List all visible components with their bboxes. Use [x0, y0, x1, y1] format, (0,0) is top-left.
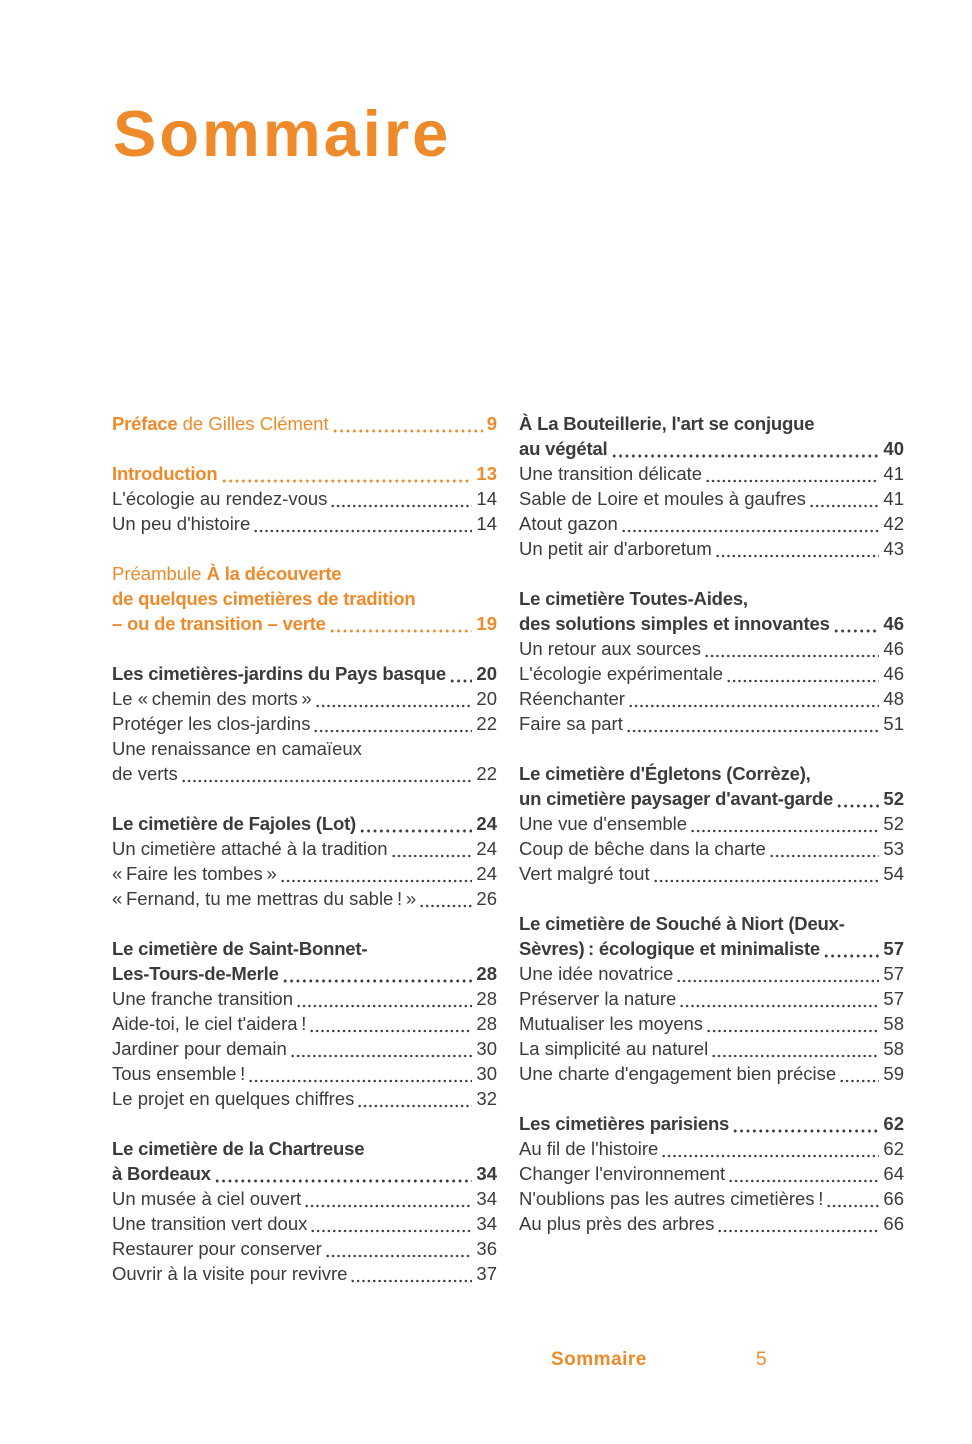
dots-leader-icon: [350, 1279, 472, 1283]
toc-page-number: 46: [883, 638, 904, 659]
dots-leader-icon: [809, 504, 879, 508]
toc-page-number: 34: [476, 1188, 497, 1209]
toc-entry-text: Un peu d'histoire: [112, 513, 251, 534]
toc-group: [112, 1136, 497, 1286]
toc-entry-text: de quelques cimetières de tradition: [112, 588, 416, 609]
dots-leader-icon: [728, 1179, 879, 1183]
dots-leader-icon: [706, 1029, 879, 1033]
toc-entry: [519, 486, 904, 511]
dots-leader-icon: [628, 704, 879, 708]
toc-entry-text: Sèvres) : écologique et minimaliste: [519, 938, 821, 959]
toc-entry-line: [519, 586, 904, 611]
toc-entry: [112, 686, 497, 711]
toc-entry: [112, 511, 497, 536]
toc-entry: [112, 886, 497, 911]
toc-entry-text: Le cimetière de Souché à Niort (Deux-: [519, 913, 845, 934]
toc-entry-line: [112, 1011, 497, 1036]
toc-entry: [519, 1011, 904, 1036]
toc-page-number: 24: [476, 813, 497, 834]
toc-entry-text: Préserver la nature: [519, 988, 677, 1009]
toc-entry-text: de verts: [112, 763, 178, 784]
dots-leader-icon: [325, 1254, 473, 1258]
toc-columns: [112, 411, 904, 1311]
toc-entry-text: Un cimetière attaché à la tradition: [112, 838, 388, 859]
toc-entry-line: [112, 686, 497, 711]
toc-page-number: 46: [883, 613, 904, 634]
dots-leader-icon: [715, 554, 880, 558]
toc-entry-text: Un musée à ciel ouvert: [112, 1188, 302, 1209]
toc-entry-text: Une transition délicate: [519, 463, 703, 484]
toc-entry-text: L'écologie expérimentale: [519, 663, 724, 684]
toc-page-number: 9: [486, 413, 497, 434]
dots-leader-icon: [310, 1229, 472, 1233]
dots-leader-icon: [726, 679, 879, 683]
toc-entry-text: Tous ensemble !: [112, 1063, 246, 1084]
toc-entry: [519, 686, 904, 711]
toc-entry-line: [112, 486, 497, 511]
toc-entry-line: [519, 1111, 904, 1136]
toc-page-number: 28: [476, 1013, 497, 1034]
toc-page-number: 20: [476, 688, 497, 709]
toc-entry-line: [519, 536, 904, 561]
toc-page-number: 40: [883, 438, 904, 459]
toc-entry-line: [519, 636, 904, 661]
toc-entry-text: Ouvrir à la visite pour revivre: [112, 1263, 348, 1284]
toc-entry: [519, 536, 904, 561]
toc-entry: [112, 861, 497, 886]
toc-entry-line: [112, 886, 497, 911]
dots-leader-icon: [332, 429, 483, 433]
dots-leader-icon: [181, 779, 473, 783]
toc-column: [112, 411, 497, 1311]
toc-entry: [519, 1061, 904, 1086]
toc-page-number: 53: [883, 838, 904, 859]
dots-leader-icon: [679, 1004, 879, 1008]
toc-page-number: 24: [476, 863, 497, 884]
toc-column: [519, 411, 904, 1311]
toc-page-number: 62: [883, 1113, 904, 1134]
toc-entry-line: [519, 461, 904, 486]
dots-leader-icon: [282, 979, 473, 983]
toc-entry-text: Les cimetières parisiens: [519, 1113, 730, 1134]
toc-entry-text: À La Bouteillerie, l'art se conjugue: [519, 413, 815, 434]
toc-entry-line: [519, 1036, 904, 1061]
toc-entry: [519, 411, 904, 461]
toc-entry-text: Une vue d'ensemble: [519, 813, 688, 834]
dots-leader-icon: [717, 1229, 879, 1233]
dots-leader-icon: [676, 979, 879, 983]
toc-page-number: 22: [476, 713, 497, 734]
dots-leader-icon: [214, 1179, 473, 1183]
dots-leader-icon: [296, 1004, 472, 1008]
toc-entry-line: [112, 861, 497, 886]
footer-page-number: 5: [756, 1349, 767, 1370]
toc-entry-text: Une charte d'engagement bien précise: [519, 1063, 837, 1084]
dots-leader-icon: [449, 679, 472, 683]
toc-entry-text: « Faire les tombes »: [112, 863, 277, 884]
toc-entry: [519, 636, 904, 661]
toc-entry-text: Le « chemin des morts »: [112, 688, 312, 709]
toc-entry-text: Préambule À la découverte: [112, 563, 342, 584]
toc-entry: [519, 1136, 904, 1161]
toc-entry: [112, 661, 497, 686]
toc-page-number: 51: [883, 713, 904, 734]
toc-entry: [519, 861, 904, 886]
toc-entry-text: Au plus près des arbres: [519, 1213, 715, 1234]
toc-entry: [112, 1136, 497, 1186]
toc-entry-text: Vert malgré tout: [519, 863, 650, 884]
dots-leader-icon: [248, 1079, 472, 1083]
toc-entry-line: [112, 611, 497, 636]
toc-entry: [519, 1211, 904, 1236]
toc-entry-line: [519, 486, 904, 511]
toc-entry-line: [519, 1061, 904, 1086]
toc-entry: [112, 1261, 497, 1286]
toc-entry-line: [112, 661, 497, 686]
toc-entry: [519, 1186, 904, 1211]
toc-entry: [112, 1061, 497, 1086]
toc-entry-text: Le cimetière de Fajoles (Lot): [112, 813, 357, 834]
footer-section-label: Sommaire: [551, 1349, 647, 1370]
dots-leader-icon: [304, 1204, 472, 1208]
toc-page-number: 30: [476, 1038, 497, 1059]
toc-entry-text: Réenchanter: [519, 688, 625, 709]
toc-entry-text: un cimetière paysager d'avant-garde: [519, 788, 834, 809]
toc-entry-text: Protéger les clos-jardins: [112, 713, 311, 734]
toc-page-number: 14: [476, 513, 497, 534]
toc-page-number: 52: [883, 788, 904, 809]
toc-entry: [112, 1186, 497, 1211]
toc-entry-line: [519, 611, 904, 636]
toc-entry-text: Le projet en quelques chiffres: [112, 1088, 355, 1109]
toc-entry-line: [519, 761, 904, 786]
toc-entry-line: [112, 1261, 497, 1286]
toc-entry-text: Les-Tours-de-Merle: [112, 963, 279, 984]
toc-entry-text: Une transition vert doux: [112, 1213, 308, 1234]
toc-entry: [112, 411, 497, 436]
toc-page-number: 13: [476, 463, 497, 484]
toc-page-number: 22: [476, 763, 497, 784]
toc-entry-line: [112, 586, 497, 611]
toc-entry-line: [112, 1136, 497, 1161]
toc-page-number: 48: [883, 688, 904, 709]
toc-entry-text: Mutualiser les moyens: [519, 1013, 704, 1034]
toc-page-number: 66: [883, 1188, 904, 1209]
toc-group: [112, 561, 497, 636]
toc-entry-text: à Bordeaux: [112, 1163, 211, 1184]
toc-entry-line: [519, 661, 904, 686]
dots-leader-icon: [611, 454, 880, 458]
toc-page-number: 32: [476, 1088, 497, 1109]
toc-entry-line: [519, 786, 904, 811]
toc-entry-line: [519, 836, 904, 861]
toc-entry: [112, 811, 497, 836]
toc-entry-line: [519, 1011, 904, 1036]
dots-leader-icon: [357, 1104, 472, 1108]
toc-page-number: 14: [476, 488, 497, 509]
toc-page-number: 59: [883, 1063, 904, 1084]
toc-entry: [519, 911, 904, 961]
toc-entry-line: [519, 511, 904, 536]
toc-group: [112, 461, 497, 536]
toc-entry-text: Aide-toi, le ciel t'aidera !: [112, 1013, 307, 1034]
dots-leader-icon: [313, 729, 472, 733]
toc-page-number: 41: [883, 488, 904, 509]
toc-entry-line: [112, 961, 497, 986]
toc-entry: [519, 661, 904, 686]
toc-entry: [112, 1236, 497, 1261]
toc-entry-line: [519, 861, 904, 886]
toc-entry-line: [519, 1136, 904, 1161]
dots-leader-icon: [653, 879, 880, 883]
toc-entry-line: [112, 811, 497, 836]
toc-entry-text: Atout gazon: [519, 513, 618, 534]
toc-page-number: 57: [883, 938, 904, 959]
toc-entry-text: Coup de bêche dans la charte: [519, 838, 766, 859]
toc-entry-text: des solutions simples et innovantes: [519, 613, 830, 634]
toc-entry-line: [112, 1211, 497, 1236]
toc-entry-line: [112, 511, 497, 536]
toc-page-number: 64: [883, 1163, 904, 1184]
dots-leader-icon: [836, 804, 879, 808]
toc-entry-line: [519, 936, 904, 961]
toc-page-number: 36: [476, 1238, 497, 1259]
toc-entry: [112, 461, 497, 486]
toc-entry-line: [112, 561, 497, 586]
toc-entry: [112, 561, 497, 636]
toc-entry-text: Une renaissance en camaïeux: [112, 738, 362, 759]
toc-entry-text: Restaurer pour conserver: [112, 1238, 322, 1259]
toc-entry: [519, 1111, 904, 1136]
toc-page-number: 58: [883, 1038, 904, 1059]
toc-entry-line: [112, 461, 497, 486]
toc-entry-text: Introduction: [112, 463, 218, 484]
toc-entry: [112, 986, 497, 1011]
toc-entry-text: Les cimetières-jardins du Pays basque: [112, 663, 446, 684]
toc-entry-line: [519, 1161, 904, 1186]
toc-page-number: 30: [476, 1063, 497, 1084]
dots-leader-icon: [704, 654, 879, 658]
toc-page-number: 62: [883, 1138, 904, 1159]
toc-entry: [519, 836, 904, 861]
toc-entry-text: Une idée novatrice: [519, 963, 674, 984]
toc-entry-text: Jardiner pour demain: [112, 1038, 287, 1059]
toc-entry-line: [519, 911, 904, 936]
toc-entry: [112, 836, 497, 861]
toc-entry-line: [519, 811, 904, 836]
toc-entry-line: [112, 1186, 497, 1211]
toc-entry-text: au végétal: [519, 438, 608, 459]
toc-group: [112, 936, 497, 1111]
toc-page-number: 37: [476, 1263, 497, 1284]
toc-entry-line: [519, 961, 904, 986]
toc-entry-text: Changer l'environnement: [519, 1163, 726, 1184]
toc-group: [519, 761, 904, 886]
toc-entry-line: [519, 1211, 904, 1236]
toc-entry: [519, 1161, 904, 1186]
dots-leader-icon: [253, 529, 472, 533]
dots-leader-icon: [315, 704, 473, 708]
toc-entry-text: Le cimetière de la Chartreuse: [112, 1138, 365, 1159]
toc-group: [112, 411, 497, 436]
toc-entry-text: Au fil de l'histoire: [519, 1138, 659, 1159]
toc-page-number: 41: [883, 463, 904, 484]
toc-page-number: 28: [476, 963, 497, 984]
toc-page-number: 58: [883, 1013, 904, 1034]
toc-page-number: 57: [883, 988, 904, 1009]
toc-entry-line: [519, 436, 904, 461]
toc-entry-line: [519, 411, 904, 436]
toc-entry-line: [519, 686, 904, 711]
dots-leader-icon: [309, 1029, 472, 1033]
toc-group: [112, 811, 497, 911]
toc-group: [519, 586, 904, 736]
dots-leader-icon: [826, 1204, 879, 1208]
dots-leader-icon: [221, 479, 473, 483]
toc-page-number: 43: [883, 538, 904, 559]
toc-entry-line: [112, 936, 497, 961]
toc-entry-line: [112, 761, 497, 786]
toc-entry: [519, 461, 904, 486]
toc-entry: [519, 811, 904, 836]
dots-leader-icon: [329, 629, 473, 633]
toc-group: [519, 1111, 904, 1236]
toc-entry-line: [112, 711, 497, 736]
toc-entry-line: [112, 411, 497, 436]
dots-leader-icon: [661, 1154, 879, 1158]
toc-entry: [519, 761, 904, 811]
toc-entry: [112, 486, 497, 511]
toc-entry: [519, 511, 904, 536]
toc-entry-text: Un petit air d'arboretum: [519, 538, 712, 559]
page-footer: [0, 1346, 972, 1374]
toc-page-number: 57: [883, 963, 904, 984]
dots-leader-icon: [626, 729, 880, 733]
dots-leader-icon: [290, 1054, 473, 1058]
toc-entry-line: [519, 1186, 904, 1211]
dots-leader-icon: [705, 479, 879, 483]
toc-page-number: 54: [883, 863, 904, 884]
toc-page-number: 46: [883, 663, 904, 684]
toc-group: [519, 911, 904, 1086]
toc-entry: [112, 1011, 497, 1036]
toc-page-number: 28: [476, 988, 497, 1009]
toc-page-number: 34: [476, 1213, 497, 1234]
dots-leader-icon: [732, 1129, 879, 1133]
dots-leader-icon: [330, 504, 472, 508]
toc-entry: [519, 986, 904, 1011]
toc-page-number: 20: [476, 663, 497, 684]
dots-leader-icon: [823, 954, 879, 958]
toc-entry: [112, 711, 497, 736]
dots-leader-icon: [769, 854, 880, 858]
toc-entry-line: [112, 736, 497, 761]
toc-entry-text: Le cimetière de Saint-Bonnet-: [112, 938, 368, 959]
toc-entry: [112, 1086, 497, 1111]
toc-entry: [112, 736, 497, 786]
toc-entry-text: L'écologie au rendez-vous: [112, 488, 328, 509]
dots-leader-icon: [833, 629, 880, 633]
toc-page-number: 34: [476, 1163, 497, 1184]
dots-leader-icon: [391, 854, 473, 858]
toc-entry-line: [112, 1086, 497, 1111]
toc-entry: [519, 961, 904, 986]
toc-entry-text: « Fernand, tu me mettras du sable ! »: [112, 888, 417, 909]
toc-entry-line: [519, 986, 904, 1011]
toc-group: [519, 411, 904, 561]
toc-entry-text: Un retour aux sources: [519, 638, 702, 659]
toc-entry-text: La simplicité au naturel: [519, 1038, 709, 1059]
toc-entry-line: [112, 1036, 497, 1061]
toc-page-number: 26: [476, 888, 497, 909]
toc-page-number: 19: [476, 613, 497, 634]
dots-leader-icon: [621, 529, 880, 533]
toc-entry-text: Une franche transition: [112, 988, 293, 1009]
toc-entry-line: [112, 1161, 497, 1186]
dots-leader-icon: [280, 879, 473, 883]
dots-leader-icon: [359, 829, 472, 833]
toc-entry-text: N'oublions pas les autres cimetières !: [519, 1188, 824, 1209]
toc-group: [112, 661, 497, 786]
dots-leader-icon: [419, 904, 472, 908]
toc-entry-line: [112, 1061, 497, 1086]
dots-leader-icon: [690, 829, 879, 833]
toc-entry: [519, 1036, 904, 1061]
toc-entry: [112, 1211, 497, 1236]
dots-leader-icon: [839, 1079, 879, 1083]
dots-leader-icon: [711, 1054, 879, 1058]
toc-entry-line: [519, 711, 904, 736]
toc-entry: [112, 936, 497, 986]
toc-entry: [519, 711, 904, 736]
toc-entry-text: Sable de Loire et moules à gaufres: [519, 488, 806, 509]
toc-entry-text: Le cimetière Toutes-Aides,: [519, 588, 748, 609]
toc-entry-text: Le cimetière d'Égletons (Corrèze),: [519, 763, 811, 784]
toc-page-number: 42: [883, 513, 904, 534]
toc-entry-text: Préface de Gilles Clément: [112, 413, 329, 434]
toc-entry: [519, 586, 904, 636]
toc-entry-text: Faire sa part: [519, 713, 623, 734]
toc-entry-line: [112, 836, 497, 861]
toc-entry-line: [112, 1236, 497, 1261]
toc-page-number: 24: [476, 838, 497, 859]
toc-entry-text: – ou de transition – verte: [112, 613, 326, 634]
toc-entry: [112, 1036, 497, 1061]
toc-entry-line: [112, 986, 497, 1011]
page-title: Sommaire: [113, 97, 452, 170]
toc-page-number: 52: [883, 813, 904, 834]
toc-page-number: 66: [883, 1213, 904, 1234]
